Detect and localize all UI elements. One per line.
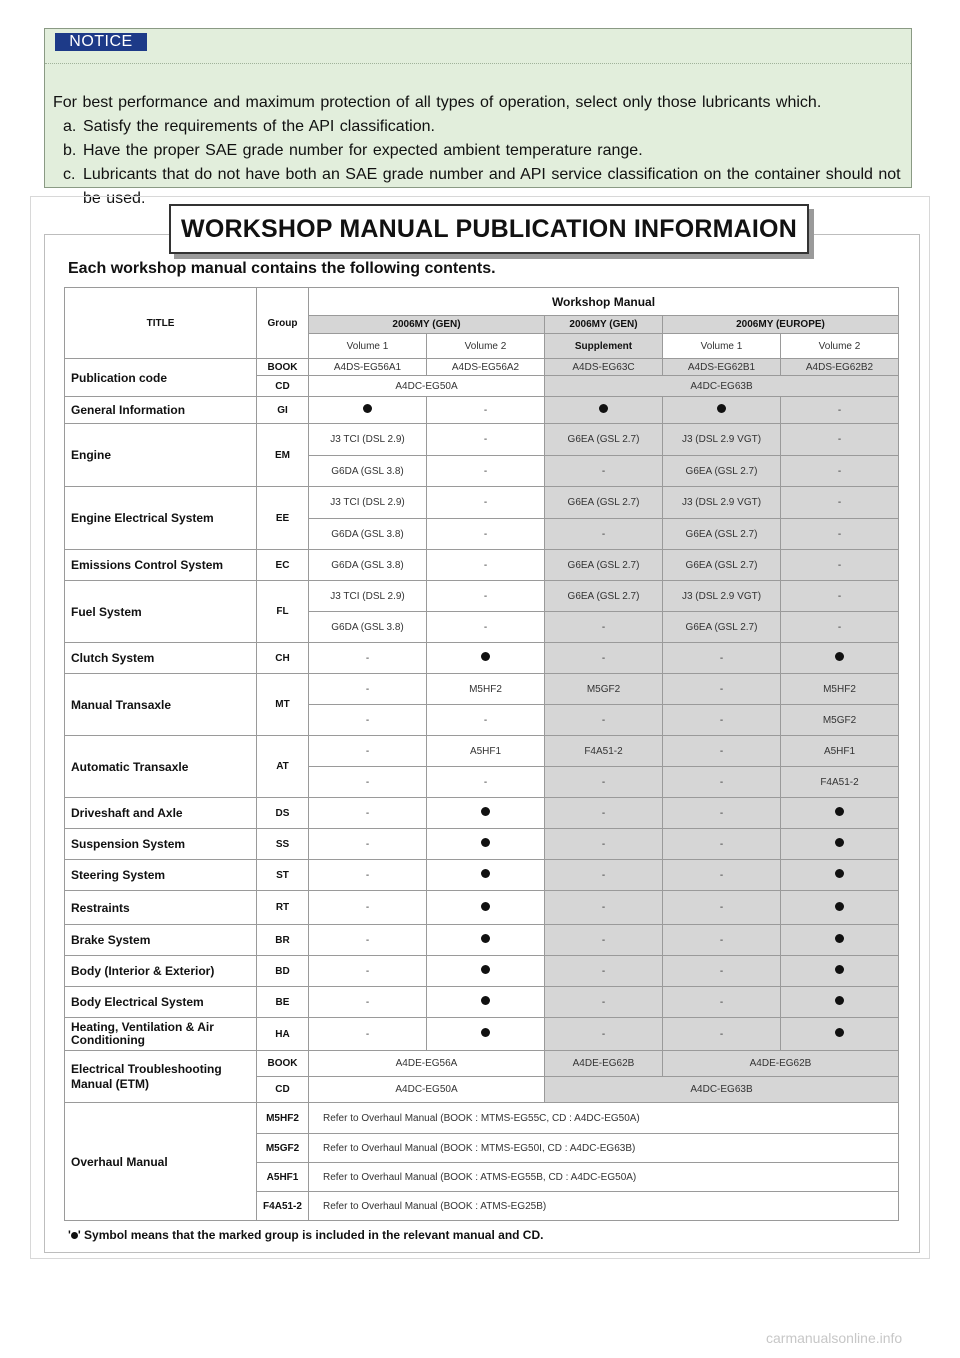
cell: - bbox=[663, 860, 781, 891]
included-dot bbox=[427, 798, 545, 829]
group-code: RT bbox=[257, 891, 309, 925]
group-code: EE bbox=[257, 487, 309, 550]
row-title: Manual Transaxle bbox=[65, 674, 257, 736]
cell: G6EA (GSL 2.7) bbox=[663, 456, 781, 487]
notice-item: b. Have the proper SAE grade number for expected ambient temperature range. bbox=[63, 142, 643, 159]
cell: - bbox=[545, 612, 663, 643]
included-dot bbox=[781, 925, 899, 956]
group-code: CD bbox=[257, 376, 309, 397]
cell: - bbox=[309, 925, 427, 956]
cell: - bbox=[545, 456, 663, 487]
cell: M5HF2 bbox=[781, 674, 899, 705]
row-title: Emissions Control System bbox=[65, 550, 257, 581]
notice-intro: For best performance and maximum protection of all types of operation, select only those lubricants which. bbox=[53, 94, 822, 111]
cell: A5HF1 bbox=[427, 736, 545, 767]
cell: - bbox=[309, 956, 427, 987]
cell: - bbox=[309, 736, 427, 767]
header-gen-supplement: 2006MY (GEN) bbox=[545, 316, 663, 334]
included-dot bbox=[309, 397, 427, 424]
cell: - bbox=[781, 581, 899, 612]
group-code: BE bbox=[257, 987, 309, 1018]
cell: - bbox=[663, 987, 781, 1018]
notice-box bbox=[44, 28, 912, 207]
row-title: Overhaul Manual bbox=[65, 1103, 257, 1221]
row-title: Engine bbox=[65, 424, 257, 487]
cell: - bbox=[663, 674, 781, 705]
group-code: F4A51-2 bbox=[257, 1192, 309, 1221]
cell: - bbox=[427, 487, 545, 519]
row-title: Steering System bbox=[65, 860, 257, 891]
cell: - bbox=[545, 643, 663, 674]
cell: - bbox=[663, 798, 781, 829]
cell: - bbox=[545, 767, 663, 798]
group-code: DS bbox=[257, 798, 309, 829]
cell: - bbox=[781, 456, 899, 487]
cell: J3 (DSL 2.9 VGT) bbox=[663, 581, 781, 612]
cell: J3 (DSL 2.9 VGT) bbox=[663, 424, 781, 456]
watermark: carmanualsonline.info bbox=[766, 1330, 903, 1346]
row-title: Body (Interior & Exterior) bbox=[65, 956, 257, 987]
cell: - bbox=[781, 487, 899, 519]
cell: - bbox=[781, 424, 899, 456]
group-code: MT bbox=[257, 674, 309, 736]
cell: A4DC-EG50A bbox=[309, 376, 545, 397]
included-dot bbox=[427, 829, 545, 860]
cell: - bbox=[427, 612, 545, 643]
cell: - bbox=[545, 829, 663, 860]
cell: - bbox=[545, 519, 663, 550]
cell: - bbox=[309, 767, 427, 798]
cell: M5GF2 bbox=[545, 674, 663, 705]
cell: J3 TCI (DSL 2.9) bbox=[309, 487, 427, 519]
cell: - bbox=[663, 956, 781, 987]
row-title: Brake System bbox=[65, 925, 257, 956]
cell: A4DE-EG62B bbox=[545, 1051, 663, 1077]
cell: - bbox=[663, 736, 781, 767]
header-eu-volume-1: Volume 1 bbox=[663, 334, 781, 359]
cell: F4A51-2 bbox=[781, 767, 899, 798]
cell: - bbox=[545, 925, 663, 956]
header-group: Group bbox=[257, 288, 309, 359]
included-dot bbox=[427, 643, 545, 674]
cell: - bbox=[663, 705, 781, 736]
notice-text bbox=[53, 91, 907, 211]
cell: - bbox=[427, 767, 545, 798]
row-title: Suspension System bbox=[65, 829, 257, 860]
notice-divider bbox=[45, 63, 911, 64]
included-dot bbox=[427, 891, 545, 925]
cell: M5GF2 bbox=[781, 705, 899, 736]
group-code: AT bbox=[257, 736, 309, 798]
row-title: General Information bbox=[65, 397, 257, 424]
cell: G6EA (GSL 2.7) bbox=[663, 519, 781, 550]
cell: G6EA (GSL 2.7) bbox=[545, 424, 663, 456]
included-dot bbox=[781, 891, 899, 925]
row-title: Heating, Ventilation & Air Conditioning bbox=[65, 1018, 257, 1051]
cell: A4DS-EG62B2 bbox=[781, 359, 899, 376]
cell: - bbox=[309, 705, 427, 736]
cell: G6EA (GSL 2.7) bbox=[663, 612, 781, 643]
cell: - bbox=[663, 1018, 781, 1051]
cell: - bbox=[427, 519, 545, 550]
cell: A4DC-EG63B bbox=[545, 1077, 899, 1103]
cell: - bbox=[427, 705, 545, 736]
cell: - bbox=[663, 829, 781, 860]
cell: - bbox=[309, 829, 427, 860]
included-dot bbox=[781, 956, 899, 987]
group-code: HA bbox=[257, 1018, 309, 1051]
group-code: CD bbox=[257, 1077, 309, 1103]
cell: J3 TCI (DSL 2.9) bbox=[309, 424, 427, 456]
cell: A4DC-EG63B bbox=[545, 376, 899, 397]
publication-table bbox=[64, 287, 899, 1221]
cell: - bbox=[309, 987, 427, 1018]
header-volume-2: Volume 2 bbox=[427, 334, 545, 359]
cell: A4DS-EG56A2 bbox=[427, 359, 545, 376]
cell: A4DC-EG50A bbox=[309, 1077, 545, 1103]
row-title: Fuel System bbox=[65, 581, 257, 643]
cell: - bbox=[663, 767, 781, 798]
cell: - bbox=[781, 612, 899, 643]
header-title: TITLE bbox=[65, 288, 257, 359]
included-dot bbox=[781, 1018, 899, 1051]
included-dot bbox=[781, 829, 899, 860]
group-code: M5HF2 bbox=[257, 1103, 309, 1134]
header-eu-volume-2: Volume 2 bbox=[781, 334, 899, 359]
cell: A4DS-EG63C bbox=[545, 359, 663, 376]
group-code: BD bbox=[257, 956, 309, 987]
group-code: CH bbox=[257, 643, 309, 674]
header-workshop-manual: Workshop Manual bbox=[309, 288, 899, 316]
cell: - bbox=[663, 925, 781, 956]
cell: - bbox=[663, 891, 781, 925]
cell: Refer to Overhaul Manual (BOOK : MTMS-EG55C, CD : A4DC-EG50A) bbox=[309, 1103, 899, 1134]
group-code: EC bbox=[257, 550, 309, 581]
included-dot bbox=[427, 925, 545, 956]
cell: - bbox=[545, 891, 663, 925]
included-dot bbox=[781, 798, 899, 829]
cell: - bbox=[309, 860, 427, 891]
group-code: A5HF1 bbox=[257, 1163, 309, 1192]
row-title: Electrical Troubleshooting Manual (ETM) bbox=[65, 1051, 257, 1103]
cell: - bbox=[781, 519, 899, 550]
cell: - bbox=[427, 424, 545, 456]
cell: - bbox=[427, 456, 545, 487]
group-code: GI bbox=[257, 397, 309, 424]
cell: - bbox=[309, 891, 427, 925]
header-europe: 2006MY (EUROPE) bbox=[663, 316, 899, 334]
included-dot bbox=[427, 860, 545, 891]
cell: G6DA (GSL 3.8) bbox=[309, 519, 427, 550]
cell: - bbox=[545, 860, 663, 891]
cell: - bbox=[427, 397, 545, 424]
included-dot bbox=[427, 987, 545, 1018]
cell: - bbox=[781, 550, 899, 581]
cell: A4DE-EG62B bbox=[663, 1051, 899, 1077]
cell: - bbox=[309, 643, 427, 674]
cell: G6EA (GSL 2.7) bbox=[545, 487, 663, 519]
included-dot bbox=[781, 643, 899, 674]
page-title: WORKSHOP MANUAL PUBLICATION INFORMAION bbox=[169, 204, 809, 254]
cell: A5HF1 bbox=[781, 736, 899, 767]
cell: Refer to Overhaul Manual (BOOK : ATMS-EG55B, CD : A4DC-EG50A) bbox=[309, 1163, 899, 1192]
cell: - bbox=[545, 956, 663, 987]
cell: - bbox=[545, 705, 663, 736]
row-title: Publication code bbox=[65, 359, 257, 397]
row-title: Body Electrical System bbox=[65, 987, 257, 1018]
notice-item: c. Lubricants that do not have both an SAE grade number and API service classification on the container should not be used. bbox=[63, 166, 901, 207]
row-title: Restraints bbox=[65, 891, 257, 925]
header-gen: 2006MY (GEN) bbox=[309, 316, 545, 334]
cell: A4DE-EG56A bbox=[309, 1051, 545, 1077]
cell: Refer to Overhaul Manual (BOOK : MTMS-EG50I, CD : A4DC-EG63B) bbox=[309, 1134, 899, 1163]
cell: - bbox=[309, 1018, 427, 1051]
group-code: BOOK bbox=[257, 359, 309, 376]
cell: - bbox=[309, 798, 427, 829]
footnote: ' ' Symbol means that the marked group is included in the relevant manual and CD. bbox=[68, 1228, 544, 1242]
cell: - bbox=[545, 798, 663, 829]
group-code: BOOK bbox=[257, 1051, 309, 1077]
cell: - bbox=[309, 674, 427, 705]
cell: - bbox=[545, 1018, 663, 1051]
cell: - bbox=[781, 397, 899, 424]
cell: G6DA (GSL 3.8) bbox=[309, 550, 427, 581]
header-supplement: Supplement bbox=[545, 334, 663, 359]
cell: G6EA (GSL 2.7) bbox=[545, 550, 663, 581]
included-dot bbox=[545, 397, 663, 424]
row-title: Clutch System bbox=[65, 643, 257, 674]
cell: Refer to Overhaul Manual (BOOK : ATMS-EG25B) bbox=[309, 1192, 899, 1221]
cell: G6EA (GSL 2.7) bbox=[545, 581, 663, 612]
group-code: BR bbox=[257, 925, 309, 956]
cell: - bbox=[427, 581, 545, 612]
cell: G6DA (GSL 3.8) bbox=[309, 456, 427, 487]
cell: M5HF2 bbox=[427, 674, 545, 705]
header-volume-1: Volume 1 bbox=[309, 334, 427, 359]
included-dot bbox=[663, 397, 781, 424]
included-dot bbox=[427, 956, 545, 987]
cell: - bbox=[663, 643, 781, 674]
cell: G6EA (GSL 2.7) bbox=[663, 550, 781, 581]
group-code: FL bbox=[257, 581, 309, 643]
cell: J3 (DSL 2.9 VGT) bbox=[663, 487, 781, 519]
group-code: SS bbox=[257, 829, 309, 860]
row-title: Engine Electrical System bbox=[65, 487, 257, 550]
included-dot bbox=[781, 987, 899, 1018]
cell: - bbox=[427, 550, 545, 581]
cell: A4DS-EG56A1 bbox=[309, 359, 427, 376]
row-title: Driveshaft and Axle bbox=[65, 798, 257, 829]
subtitle: Each workshop manual contains the following contents. bbox=[68, 260, 496, 277]
included-dot bbox=[427, 1018, 545, 1051]
group-code: EM bbox=[257, 424, 309, 487]
cell: F4A51-2 bbox=[545, 736, 663, 767]
cell: J3 TCI (DSL 2.9) bbox=[309, 581, 427, 612]
group-code: M5GF2 bbox=[257, 1134, 309, 1163]
group-code: ST bbox=[257, 860, 309, 891]
cell: A4DS-EG62B1 bbox=[663, 359, 781, 376]
bullet-symbol bbox=[71, 1232, 78, 1239]
cell: - bbox=[545, 987, 663, 1018]
notice-tag: NOTICE bbox=[55, 33, 147, 51]
cell: G6DA (GSL 3.8) bbox=[309, 612, 427, 643]
row-title: Automatic Transaxle bbox=[65, 736, 257, 798]
notice-item: a. Satisfy the requirements of the API classification. bbox=[63, 118, 435, 135]
included-dot bbox=[781, 860, 899, 891]
